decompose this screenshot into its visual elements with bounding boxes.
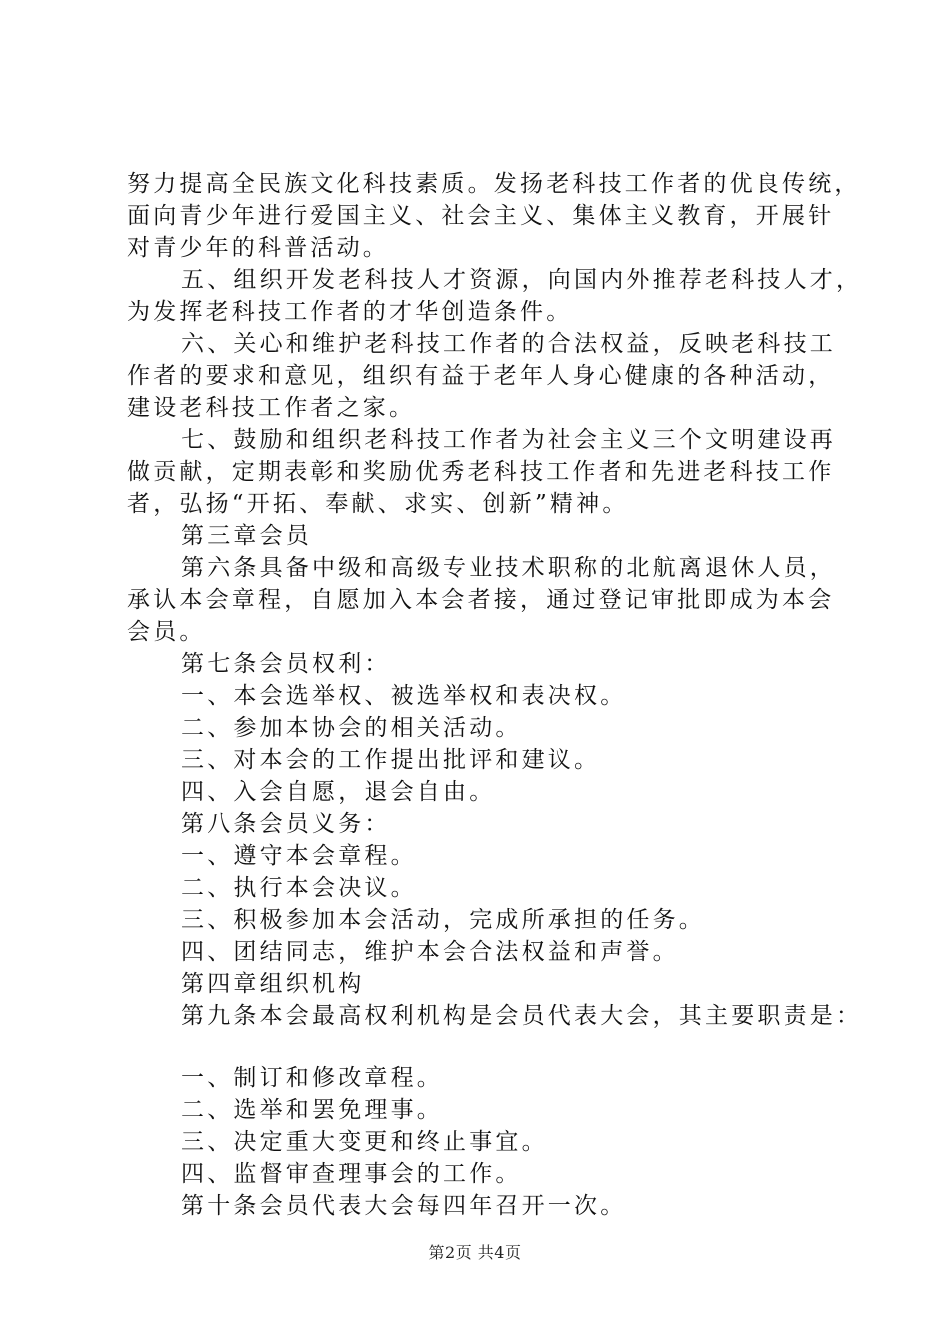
text-line: 第八条会员义务：: [181, 811, 391, 837]
text-line: 承认本会章程，自愿加入本会者接，通过登记审批即成为本会: [127, 587, 835, 613]
text-line: 第七条会员权利：: [181, 651, 391, 677]
text-line: 四、团结同志，维护本会合法权益和声誉。: [181, 939, 679, 965]
text-line: 二、选举和罢免理事。: [181, 1097, 443, 1123]
text-line: 努力提高全民族文化科技素质。发扬老科技工作者的优良传统，: [127, 171, 861, 197]
text-line: 六、关心和维护老科技工作者的合法权益，反映老科技工: [181, 331, 836, 357]
text-line: 面向青少年进行爱国主义、社会主义、集体主义教育，开展针: [127, 203, 835, 229]
text-line: 四、监督审查理事会的工作。: [181, 1161, 522, 1187]
document-body: [127, 168, 863, 1222]
text-line: 五、组织开发老科技人才资源，向国内外推荐老科技人才，: [181, 267, 863, 293]
text-line: 第九条本会最高权利机构是会员代表大会，其主要职责是：: [181, 1003, 863, 1029]
text-line: 会员。: [127, 619, 206, 645]
text-line: 二、执行本会决议。: [181, 875, 417, 901]
text-line: 第三章会员: [181, 523, 312, 549]
text-line: 七、鼓励和组织老科技工作者为社会主义三个文明建设再: [181, 427, 836, 453]
blank-line: [127, 1032, 842, 1062]
text-line: 二、参加本协会的相关活动。: [181, 715, 522, 741]
text-line: 做贡献，定期表彰和奖励优秀老科技工作者和先进老科技工作: [127, 459, 835, 485]
page-footer: [0, 1243, 950, 1263]
text-line: 作者的要求和意见，组织有益于老年人身心健康的各种活动，: [127, 363, 835, 389]
text-line: 三、对本会的工作提出批评和建议。: [181, 747, 601, 773]
text-line: 为发挥老科技工作者的才华创造条件。: [127, 299, 573, 325]
text-line: 第四章组织机构: [181, 971, 365, 997]
text-line: 四、入会自愿，退会自由。: [181, 779, 496, 805]
page-number-label: 第2页 共4页: [428, 1243, 522, 1262]
text-line: 者，弘扬“开拓、奉献、求实、创新”精神。: [127, 491, 629, 517]
text-line: 一、遵守本会章程。: [181, 843, 417, 869]
text-line: 三、决定重大变更和终止事宜。: [181, 1129, 548, 1155]
text-line: 三、积极参加本会活动，完成所承担的任务。: [181, 907, 705, 933]
text-line: 第六条具备中级和高级专业技术职称的北航离退休人员，: [181, 555, 836, 581]
text-line: 一、制订和修改章程。: [181, 1065, 443, 1091]
text-line: 一、本会选举权、被选举权和表决权。: [181, 683, 627, 709]
text-line: 第十条会员代表大会每四年召开一次。: [181, 1193, 627, 1219]
text-line: 建设老科技工作者之家。: [127, 395, 416, 421]
text-line: 对青少年的科普活动。: [127, 235, 389, 261]
